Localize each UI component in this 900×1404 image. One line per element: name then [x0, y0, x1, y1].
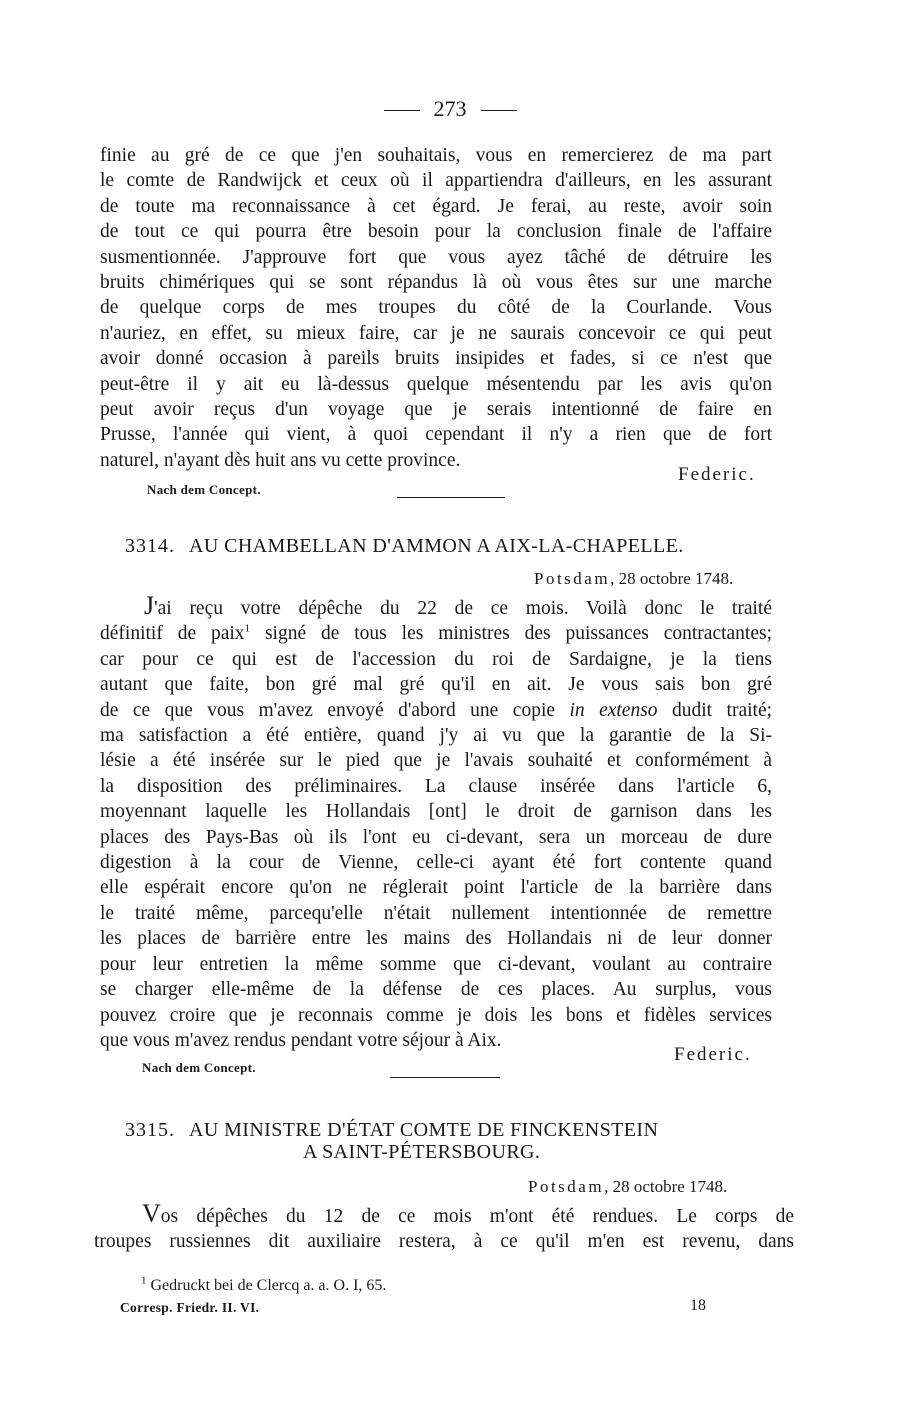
- dateline-place: Potsdam: [534, 569, 611, 588]
- letter-heading: [125, 533, 684, 559]
- text-line: lésie a été insérée sur le pied que je l'avais souhaité et conformément à: [100, 750, 772, 772]
- text-line: la disposition des préliminaires. La clause insérée dans l'article 6,: [100, 775, 772, 797]
- text-line: susmentionnée. J'approuve fort que vous ayez tâché de détruire les: [100, 246, 772, 268]
- text-line-content: définitif de paix: [100, 623, 245, 645]
- text-line: [100, 621, 772, 646]
- text-line: pouvez croire que je reconnais comme je dois les bons et fidèles services: [100, 1004, 772, 1026]
- footnote-text: Gedruckt bei de Clercq a. a. O. I, 65.: [146, 1277, 387, 1294]
- letter-title: AU MINISTRE D'ÉTAT COMTE DE FINCKENSTEIN: [189, 1119, 659, 1141]
- text-line: de tout ce qui pourra être besoin pour la conclusion finale de l'affaire: [100, 221, 772, 243]
- dateline-place: Potsdam: [528, 1177, 605, 1196]
- text-line: troupes russiennes dit auxiliaire restera, à ce qu'il m'en est revenu, dans: [94, 1231, 794, 1253]
- drop-cap: J: [144, 591, 155, 620]
- page-number-dash-right: [481, 110, 517, 111]
- source-note: Nach dem Concept.: [142, 1060, 256, 1075]
- text-line: car pour ce qui est de l'accession du roi de Sardaigne, je la tiens: [100, 648, 772, 670]
- footnote-marker[interactable]: 1: [244, 622, 251, 635]
- dateline: [528, 1177, 727, 1197]
- text-line: le traité même, parcequ'elle n'était nullement intentionnée de remettre: [100, 902, 772, 924]
- footnote: [141, 1274, 387, 1295]
- separator-rule: [390, 1077, 500, 1078]
- text-line: bruits chimériques qui se sont répandus là où vous êtes sur une marche: [100, 272, 772, 294]
- text-line: [94, 1201, 794, 1229]
- text-line: peut avoir reçus d'un voyage que je serais intentionné de faire en: [100, 399, 772, 421]
- text-line: places des Pays-Bas où ils l'ont eu ci-devant, sera un morceau de dure: [100, 826, 772, 848]
- text-line: ma satisfaction a été entière, quand j'y ai vu que la garantie de la Si-: [100, 725, 772, 747]
- text-line-content: os dépêches du 12 de ce mois m'ont été rendues. Le corps de: [160, 1206, 794, 1227]
- text-line-content: dudit traité;: [657, 699, 773, 721]
- letter-number: 3314.: [125, 535, 175, 557]
- text-line: pour leur entretien la même somme que ci-devant, voulant au contraire: [100, 953, 772, 975]
- text-line: naturel, n'ayant dès huit ans vu cette province.: [100, 449, 461, 471]
- footnote-number: 1: [141, 1274, 147, 1287]
- separator-rule: [397, 497, 505, 498]
- text-line: digestion à la cour de Vienne, celle-ci ayant été fort contente quand: [100, 852, 772, 874]
- text-line: que vous m'avez rendus pendant votre séjour à Aix.: [100, 1029, 502, 1051]
- text-line: n'auriez, en effet, su mieux faire, car je ne saurais concevoir ce qui peut: [100, 322, 772, 344]
- text-line: [100, 593, 772, 621]
- drop-cap: V: [142, 1199, 161, 1228]
- text-line: peut-être il y ait eu là-dessus quelque mésentendu par les avis qu'on: [100, 373, 772, 395]
- text-line: Prusse, l'année qui vient, à quoi cependant il n'y a rien que de fort: [100, 424, 772, 446]
- page-number-dash-left: [384, 110, 420, 111]
- dateline: [534, 569, 733, 589]
- letter-title-continued: A SAINT-PÉTERSBOURG.: [303, 1141, 541, 1163]
- page-number-text: 273: [433, 96, 467, 121]
- letter-number: 3315.: [125, 1119, 175, 1141]
- text-line: avoir donné occasion à pareils bruits insipides et fades, si ce n'est que: [100, 348, 772, 370]
- text-line: de toute ma reconnaissance à cet égard. Je ferai, au reste, avoir soin: [100, 195, 772, 217]
- text-line: moyennant laquelle les Hollandais [ont] le droit de garnison dans les: [100, 801, 772, 823]
- text-line: autant que faite, bon gré mal gré qu'il en ait. Je vous sais bon gré: [100, 674, 772, 696]
- letter-body: [100, 593, 772, 1053]
- text-line-content: signé de tous les ministres des puissances contractantes;: [250, 623, 773, 645]
- text-line: de quelque corps de mes troupes du côté de la Courlande. Vous: [100, 297, 772, 319]
- signature: Federic.: [678, 464, 756, 485]
- text-line: se charger elle-même de la défense de ces places. Au surplus, vous: [100, 979, 772, 1001]
- text-line: [100, 698, 772, 723]
- source-note: Nach dem Concept.: [147, 482, 261, 497]
- text-line-content: 'ai reçu votre dépêche du 22 de ce mois. Voilà donc le traité: [154, 598, 772, 619]
- dateline-date: , 28 octobre 1748.: [610, 569, 734, 588]
- page-number: [0, 95, 900, 123]
- text-line: les places de barrière entre les mains des Hollandais ni de leur donner: [100, 928, 772, 950]
- continuation-text: [100, 143, 772, 473]
- text-line: finie au gré de ce que j'en souhaitais, vous en remercierez de ma part: [100, 145, 772, 166]
- italic-phrase: in extenso: [569, 699, 658, 721]
- letter-title: AU CHAMBELLAN D'AMMON A AIX-LA-CHAPELLE.: [189, 535, 684, 557]
- footer-volume: Corresp. Friedr. II. VI.: [120, 1300, 260, 1315]
- footer-signature-mark: 18: [690, 1297, 706, 1314]
- text-line: le comte de Randwijck et ceux où il appartiendra d'ailleurs, en les assurant: [100, 170, 772, 192]
- dateline-date: , 28 octobre 1748.: [604, 1177, 728, 1196]
- signature: Federic.: [674, 1044, 752, 1065]
- text-line: elle espérait encore qu'on ne réglerait point l'article de la barrière dans: [100, 877, 772, 899]
- text-line-content: de ce que vous m'avez envoyé d'abord une copie: [100, 699, 570, 721]
- letter-body: [94, 1201, 794, 1255]
